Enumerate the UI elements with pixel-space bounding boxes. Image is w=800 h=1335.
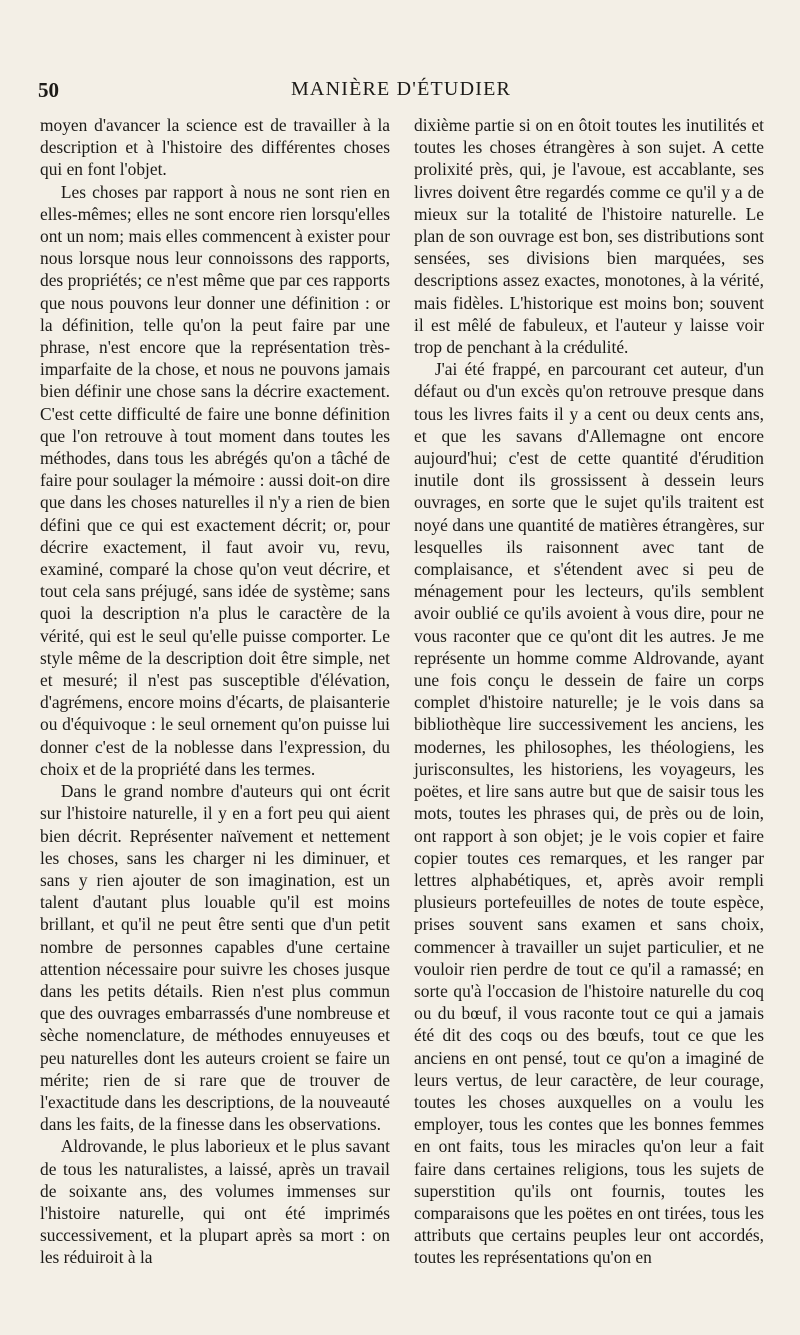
- paragraph: Dans le grand nombre d'auteurs qui ont écrit sur l'histoire naturelle, il y en a fort peu qui aient bien décrit. Représenter naïvement et nettement les choses, sans les charger ni les diminuer, et sans y rien ajouter de son imagination, est un talent d'autant plus louable qu'il est moins brillant, et qu'il ne peut être senti que d'un petit nombre de personnes capables d'une certaine attention nécessaire pour suivre les choses jusque dans les petits détails. Rien n'est plus commun que des ouvrages embarrassés d'une nombreuse et sèche nomenclature, de méthodes ennuyeuses et peu naturelles dont les auteurs croient se faire un mérite; rien de si rare que de trouver de l'exactitude dans les descriptions, de la nouveauté dans les faits, de la finesse dans les observations.: [40, 781, 390, 1135]
- paragraph: Aldrovande, le plus laborieux et le plus savant de tous les naturalistes, a laissé, après un travail de soixante ans, des volumes immenses sur l'histoire naturelle, qui ont été imprimés successivement, et la plupart après sa mort : on les réduiroit à la: [40, 1136, 390, 1268]
- paragraph: moyen d'avancer la science est de travailler à la description et à l'histoire des différentes choses qui en font l'objet.: [40, 115, 390, 180]
- page-header: [38, 78, 764, 108]
- page-number: 50: [38, 78, 59, 102]
- right-column: [414, 114, 764, 1269]
- paragraph: dixième partie si on en ôtoit toutes les inutilités et toutes les choses étrangères à son sujet. A cette prolixité près, qui, je l'avoue, est accablante, ses livres doivent être regardés comme ce qu'il y a de mieux sur la totalité de l'histoire naturelle. Le plan de son ouvrage est bon, ses distributions sont sensées, ses divisions bien marquées, ses descriptions assez exactes, monotones, à la vérité, mais fidèles. L'historique est moins bon; souvent il est mêlé de fabuleux, et l'auteur y laisse voir trop de penchant à la crédulité.: [414, 115, 764, 358]
- left-column: [40, 114, 390, 1269]
- paragraph: J'ai été frappé, en parcourant cet auteur, d'un défaut ou d'un excès qu'on retrouve presque dans tous les livres faits il y a cent ou deux cents ans, et que les savans d'Allemagne ont encore aujourd'hui; c'est de cette quantité d'érudition inutile dont ils grossissent à dessein leurs ouvrages, en sorte que le sujet qu'ils traitent est noyé dans une quantité de matières étrangères, sur lesquelles ils raisonnent avec tant de complaisance, et s'étendent avec si peu de ménagement pour les lecteurs, qu'ils semblent avoir oublié ce qu'ils avoient à vous dire, pour ne vous raconter que ce qu'ont dit les autres. Je me représente un homme comme Aldrovande, ayant une fois conçu le dessein de faire un corps complet d'histoire naturelle; je le vois dans sa bibliothèque lire successivement les anciens, les modernes, les philosophes, les théologiens, les jurisconsultes, les historiens, les voyageurs, les poëtes, et lire sans autre but que de saisir tous les mots, toutes les phrases qui, de près ou de loin, ont rapport à son objet; je le vois copier et faire copier toutes ces remarques, et les ranger par lettres alphabétiques, et, après avoir rempli plusieurs portefeuilles de notes de toute espèce, prises souvent sans examen et sans choix, commencer à travailler un sujet particulier, et ne vouloir rien perdre de tout ce qu'il a ramassé; en sorte qu'à l'occasion de l'histoire naturelle du coq ou du bœuf, il vous raconte tout ce qui a jamais été dit des coqs ou des bœufs, tout ce que les anciens en ont pensé, tout ce qu'on a imaginé de leurs vertus, de leur caractère, de leur courage, toutes les choses auxquelles on a voulu les employer, tous les contes que les bonnes femmes en ont faits, tous les miracles qu'on leur a fait faire dans certaines religions, tous les sujets de superstition qu'ils ont fournis, toutes les comparaisons que les poëtes en ont tirées, tous les attributs que certains peuples leur ont accordés, toutes les représentations qu'on en: [414, 359, 764, 1268]
- running-title: MANIÈRE D'ÉTUDIER: [290, 78, 512, 100]
- paragraph: Les choses par rapport à nous ne sont rien en elles-mêmes; elles ne sont encore rien lorsqu'elles ont un nom; mais elles commencent à exister pour nous lorsque nous leur connoissons des rapports, des propriétés; ce n'est même que par ces rapports que nous pouvons leur donner une définition : or la définition, telle qu'on la peut faire par une phrase, n'est encore que la représentation très-imparfaite de la chose, et nous ne pouvons jamais bien définir une chose sans la décrire exactement. C'est cette difficulté de faire une bonne définition que l'on retrouve à tout moment dans toutes les méthodes, dans tous les abrégés qu'on a tâché de faire pour soulager la mémoire : aussi doit-on dire que dans les choses naturelles il n'y a rien de bien défini que ce qui est exactement décrit; or, pour décrire exactement, il faut avoir vu, revu, examiné, comparé la chose qu'on veut décrire, et tout cela sans préjugé, sans idée de système; sans quoi la description n'a plus le caractère de la vérité, qui est le seul qu'elle puisse comporter. Le style même de la description doit être simple, net et mesuré; il n'est pas susceptible d'élévation, d'agrémens, encore moins d'écarts, de plaisanterie ou d'équivoque : le seul ornement qu'on puisse lui donner c'est de la noblesse dans l'expression, du choix et de la propriété dans les termes.: [40, 181, 390, 779]
